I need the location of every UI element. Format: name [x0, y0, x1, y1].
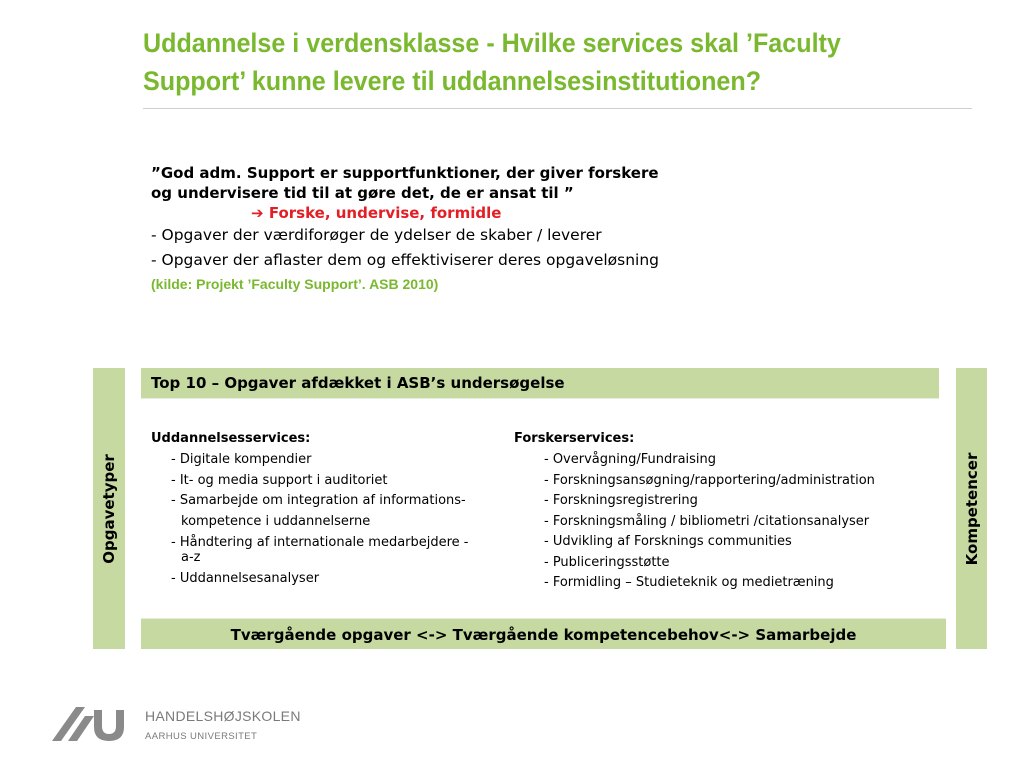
list-item: - Forskningsmåling / bibliometri /citationsanalyser: [544, 513, 870, 529]
arrow-text: Forske, undervise, formidle: [268, 204, 502, 222]
intro-block: [151, 163, 791, 292]
slide-title: [143, 24, 943, 100]
list-item: - Forskningsansøgning/rapportering/administration: [544, 472, 875, 488]
institution-name: HANDELSHØJSKOLEN: [145, 708, 301, 724]
quote-line-2: og undervisere tid til at gøre det, de er ansat til ”: [151, 184, 574, 202]
list-item: - Uddannelsesanalyser: [171, 571, 320, 586]
list-item: - Samarbejde om integration af informations-: [171, 493, 466, 508]
right-side-bar: [956, 368, 987, 649]
university-name: AARHUS UNIVERSITET: [145, 731, 258, 742]
source-note: (kilde: Projekt ’Faculty Support’. ASB 2010): [151, 276, 439, 292]
list-item: - Håndtering af internationale medarbejdere - a-z: [171, 535, 469, 565]
left-side-bar: [93, 368, 125, 649]
list-item: - Forskningsregistrering: [544, 493, 698, 508]
title-divider: [143, 108, 972, 109]
list-item: - Udvikling af Forsknings communities: [544, 534, 792, 549]
arrow-right-icon: ➔: [251, 204, 264, 222]
list-item: - Digitale kompendier: [171, 452, 312, 467]
education-services-heading: Uddannelsesservices:: [151, 431, 311, 446]
education-services-column: [151, 430, 511, 590]
intro-bullet-1: - Opgaver der værdiforøger de ydelser de skaber / leverer: [151, 226, 602, 244]
intro-bullet-2: - Opgaver der aflaster dem og effektiviserer deres opgaveløsning: [151, 251, 660, 269]
list-item: - Publiceringsstøtte: [544, 554, 670, 570]
top-banner-label: Top 10 – Opgaver afdækket i ASB’s undersøgelse: [151, 374, 565, 392]
slide-title-line-1: Uddannelse i verdensklasse - Hvilke services skal ’Faculty: [143, 28, 841, 58]
research-services-heading: Forskerservices:: [514, 431, 635, 446]
list-item: - Formidling – Studieteknik og medietræning: [544, 575, 834, 590]
research-services-column: [514, 430, 934, 594]
bottom-banner: [141, 618, 946, 649]
left-side-label: Opgavetyper: [100, 453, 118, 564]
right-side-label: Kompetencer: [962, 452, 981, 565]
top-banner: [141, 368, 939, 399]
quote-line-1: ”God adm. Support er supportfunktioner, der giver forskere: [151, 164, 659, 182]
aarhus-university-logo-icon: [52, 704, 130, 746]
list-item: - Overvågning/Fundraising: [544, 452, 717, 467]
slide-title-line-2: Support’ kunne levere til uddannelsesinstitutionen?: [143, 66, 762, 96]
arrow-line: [151, 203, 791, 223]
list-item: kompetence i uddannelserne: [181, 513, 371, 529]
list-item: - It- og media support i auditoriet: [171, 472, 388, 488]
bottom-banner-label: Tværgående opgaver <-> Tværgående kompetencebehov<-> Samarbejde: [230, 626, 857, 644]
